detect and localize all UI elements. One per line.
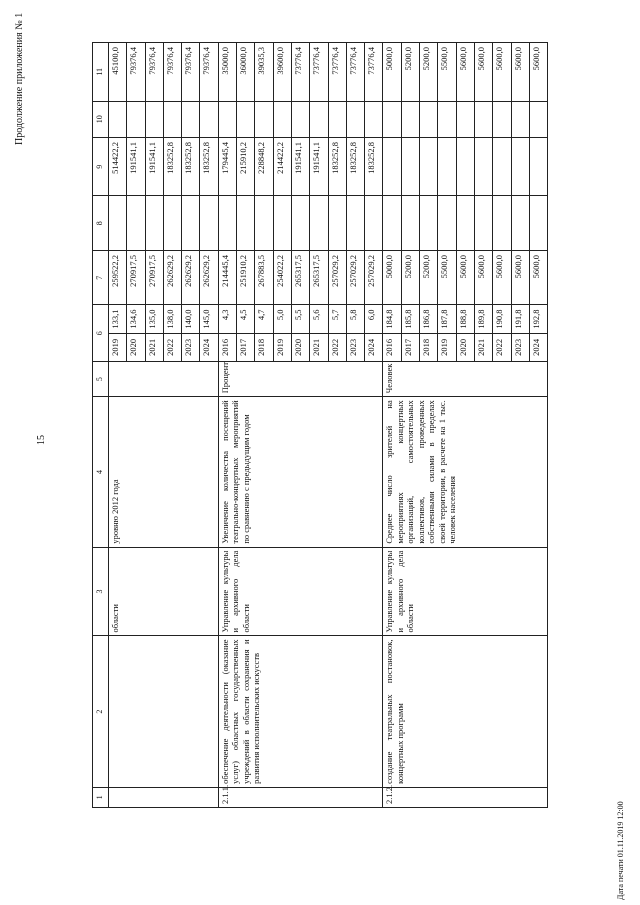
- local-budget: [182, 101, 200, 137]
- total-funding: 5500,0: [438, 250, 456, 304]
- indicator-value: 145,0: [200, 305, 218, 333]
- local-budget: [511, 101, 529, 137]
- indicator-value: 5,7: [328, 305, 346, 333]
- unit: [109, 361, 219, 396]
- regional-budget: 179445,4: [218, 137, 236, 196]
- indicator-value: 4,3: [218, 305, 236, 333]
- other-sources: 79376,4: [145, 43, 163, 102]
- indicator-value: 4,5: [237, 305, 255, 333]
- year: 2016: [218, 333, 236, 361]
- local-budget: [401, 101, 419, 137]
- year: 2017: [401, 333, 419, 361]
- indicator-value: 135,0: [145, 305, 163, 333]
- regional-budget: [493, 137, 511, 196]
- regional-budget: 228848,2: [255, 137, 273, 196]
- regional-budget: [474, 137, 492, 196]
- federal-budget: [474, 196, 492, 250]
- federal-budget: [127, 196, 145, 250]
- other-sources: 73776,4: [365, 43, 383, 102]
- other-sources: 73776,4: [291, 43, 309, 102]
- local-budget: [273, 101, 291, 137]
- other-sources: 5200,0: [401, 43, 419, 102]
- local-budget: [420, 101, 438, 137]
- year: 2016: [383, 333, 401, 361]
- table-row: [383, 43, 401, 808]
- measure-number: 2.1.2.: [383, 787, 548, 807]
- executor: Управление культуры и архивного дела области: [218, 547, 383, 636]
- regional-budget: 215910,2: [237, 137, 255, 196]
- indicator-value: 188,8: [456, 305, 474, 333]
- federal-budget: [273, 196, 291, 250]
- measure-name: создание театральных постановок, концертных программ: [383, 636, 548, 787]
- indicator-value: 138,0: [163, 305, 181, 333]
- column-number: 3: [93, 547, 109, 636]
- total-funding: 270917,5: [127, 250, 145, 304]
- total-funding: 257029,2: [365, 250, 383, 304]
- indicator-value: 192,8: [529, 305, 547, 333]
- regional-budget: [401, 137, 419, 196]
- other-sources: 36000,0: [237, 43, 255, 102]
- federal-budget: [511, 196, 529, 250]
- indicator-value: 4,7: [255, 305, 273, 333]
- indicator: Увеличение количества посещений театрально-концертных мероприятий по сравнению с предыдущим годом: [218, 397, 383, 547]
- federal-budget: [310, 196, 328, 250]
- total-funding: 259522,2: [109, 250, 127, 304]
- local-budget: [474, 101, 492, 137]
- local-budget: [438, 101, 456, 137]
- total-funding: 251910,2: [237, 250, 255, 304]
- other-sources: 35000,0: [218, 43, 236, 102]
- indicator-value: 189,8: [474, 305, 492, 333]
- local-budget: [218, 101, 236, 137]
- total-funding: 254022,2: [273, 250, 291, 304]
- federal-budget: [529, 196, 547, 250]
- regional-budget: 183252,8: [365, 137, 383, 196]
- local-budget: [365, 101, 383, 137]
- year: 2018: [255, 333, 273, 361]
- indicator-value: 6,0: [365, 305, 383, 333]
- regional-budget: 183252,8: [328, 137, 346, 196]
- regional-budget: [383, 137, 401, 196]
- indicator-value: 134,6: [127, 305, 145, 333]
- other-sources: 79376,4: [182, 43, 200, 102]
- regional-budget: [456, 137, 474, 196]
- local-budget: [310, 101, 328, 137]
- measure-name: [109, 636, 219, 787]
- unit: Процент: [218, 361, 383, 396]
- total-funding: 262629,2: [163, 250, 181, 304]
- local-budget: [456, 101, 474, 137]
- total-funding: 5200,0: [420, 250, 438, 304]
- year: 2024: [529, 333, 547, 361]
- federal-budget: [145, 196, 163, 250]
- column-number: 11: [93, 43, 109, 102]
- other-sources: 39035,3: [255, 43, 273, 102]
- indicator-value: 5,8: [346, 305, 364, 333]
- total-funding: 214445,4: [218, 250, 236, 304]
- year: 2017: [237, 333, 255, 361]
- table-row: [109, 43, 127, 808]
- federal-budget: [218, 196, 236, 250]
- local-budget: [109, 101, 127, 137]
- executor: Управление культуры и архивного дела области: [383, 547, 548, 636]
- year: 2018: [420, 333, 438, 361]
- regional-budget: 183252,8: [182, 137, 200, 196]
- column-number: 6: [93, 305, 109, 362]
- other-sources: 5600,0: [529, 43, 547, 102]
- column-number: 4: [93, 397, 109, 547]
- appendix-header: Продолжение приложения № 1: [14, 12, 25, 145]
- column-number: 5: [93, 361, 109, 396]
- regional-budget: 191541,1: [310, 137, 328, 196]
- indicator-value: 5,0: [273, 305, 291, 333]
- table-row: [218, 43, 236, 808]
- year: 2019: [438, 333, 456, 361]
- column-number: 7: [93, 250, 109, 304]
- total-funding: 262629,2: [182, 250, 200, 304]
- indicator-value: 190,8: [493, 305, 511, 333]
- local-budget: [291, 101, 309, 137]
- other-sources: 5600,0: [493, 43, 511, 102]
- indicator-value: 191,8: [511, 305, 529, 333]
- year: 2023: [511, 333, 529, 361]
- year: 2022: [163, 333, 181, 361]
- year: 2024: [365, 333, 383, 361]
- local-budget: [383, 101, 401, 137]
- regional-budget: 183252,8: [200, 137, 218, 196]
- total-funding: 267883,5: [255, 250, 273, 304]
- year: 2021: [310, 333, 328, 361]
- measure-number: 2.1.1.: [218, 787, 383, 807]
- federal-budget: [456, 196, 474, 250]
- regional-budget: 191541,1: [145, 137, 163, 196]
- total-funding: 5600,0: [456, 250, 474, 304]
- year: 2023: [182, 333, 200, 361]
- other-sources: 5000,0: [383, 43, 401, 102]
- total-funding: 5600,0: [474, 250, 492, 304]
- other-sources: 73776,4: [346, 43, 364, 102]
- other-sources: 5200,0: [420, 43, 438, 102]
- federal-budget: [255, 196, 273, 250]
- year: 2022: [328, 333, 346, 361]
- total-funding: 270917,5: [145, 250, 163, 304]
- local-budget: [237, 101, 255, 137]
- other-sources: 5600,0: [456, 43, 474, 102]
- year: 2021: [145, 333, 163, 361]
- local-budget: [255, 101, 273, 137]
- other-sources: 73776,4: [328, 43, 346, 102]
- other-sources: 5500,0: [438, 43, 456, 102]
- indicator: Среднее число зрителей на мероприятиях концертных организаций, самостоятельных коллективов, проведенных собственными силами в пределах своей территории, в расчете на 1 тыс. человек населения: [383, 397, 548, 547]
- total-funding: 257029,2: [346, 250, 364, 304]
- local-budget: [163, 101, 181, 137]
- federal-budget: [163, 196, 181, 250]
- total-funding: 5200,0: [401, 250, 419, 304]
- local-budget: [328, 101, 346, 137]
- federal-budget: [438, 196, 456, 250]
- total-funding: 265317,5: [291, 250, 309, 304]
- regional-budget: 183252,8: [163, 137, 181, 196]
- federal-budget: [200, 196, 218, 250]
- federal-budget: [291, 196, 309, 250]
- federal-budget: [383, 196, 401, 250]
- executor: области: [109, 547, 219, 636]
- other-sources: 73776,4: [310, 43, 328, 102]
- total-funding: 257029,2: [328, 250, 346, 304]
- year: 2023: [346, 333, 364, 361]
- indicator-value: 186,8: [420, 305, 438, 333]
- column-number-row: [93, 43, 109, 808]
- page-number: 15: [36, 435, 47, 445]
- local-budget: [145, 101, 163, 137]
- indicator-value: 185,8: [401, 305, 419, 333]
- other-sources: 79376,4: [163, 43, 181, 102]
- indicator-value: 133,1: [109, 305, 127, 333]
- indicator-value: 5,6: [310, 305, 328, 333]
- regional-budget: [529, 137, 547, 196]
- regional-budget: 183252,8: [346, 137, 364, 196]
- total-funding: 262629,2: [200, 250, 218, 304]
- year: 2020: [127, 333, 145, 361]
- local-budget: [346, 101, 364, 137]
- year: 2024: [200, 333, 218, 361]
- other-sources: 39600,0: [273, 43, 291, 102]
- regional-budget: [511, 137, 529, 196]
- regional-budget: 514422,2: [109, 137, 127, 196]
- regional-budget: 214422,2: [273, 137, 291, 196]
- federal-budget: [237, 196, 255, 250]
- local-budget: [529, 101, 547, 137]
- federal-budget: [109, 196, 127, 250]
- other-sources: 5600,0: [474, 43, 492, 102]
- column-number: 2: [93, 636, 109, 787]
- other-sources: 5600,0: [511, 43, 529, 102]
- regional-budget: 191541,1: [127, 137, 145, 196]
- column-number: 9: [93, 137, 109, 196]
- column-number: 1: [93, 787, 109, 807]
- total-funding: 5600,0: [493, 250, 511, 304]
- year: 2020: [456, 333, 474, 361]
- indicator: уровню 2012 года: [109, 397, 219, 547]
- regional-budget: [420, 137, 438, 196]
- regional-budget: [438, 137, 456, 196]
- indicator-value: 187,8: [438, 305, 456, 333]
- year: 2021: [474, 333, 492, 361]
- federal-budget: [493, 196, 511, 250]
- year: 2019: [273, 333, 291, 361]
- total-funding: 5600,0: [529, 250, 547, 304]
- regional-budget: 191541,1: [291, 137, 309, 196]
- federal-budget: [182, 196, 200, 250]
- total-funding: 5600,0: [511, 250, 529, 304]
- federal-budget: [346, 196, 364, 250]
- print-date: Дата печати 01.11.2019 12:00: [616, 801, 625, 900]
- local-budget: [493, 101, 511, 137]
- other-sources: 79376,4: [127, 43, 145, 102]
- local-budget: [127, 101, 145, 137]
- other-sources: 79376,4: [200, 43, 218, 102]
- measure-number: [109, 787, 219, 807]
- total-funding: 5000,0: [383, 250, 401, 304]
- federal-budget: [365, 196, 383, 250]
- column-number: 10: [93, 101, 109, 137]
- indicator-value: 140,0: [182, 305, 200, 333]
- year: 2020: [291, 333, 309, 361]
- year: 2019: [109, 333, 127, 361]
- unit: Человек: [383, 361, 548, 396]
- federal-budget: [328, 196, 346, 250]
- other-sources: 45100,0: [109, 43, 127, 102]
- indicator-value: 5,5: [291, 305, 309, 333]
- federal-budget: [420, 196, 438, 250]
- local-budget: [200, 101, 218, 137]
- total-funding: 265317,5: [310, 250, 328, 304]
- year: 2022: [493, 333, 511, 361]
- federal-budget: [401, 196, 419, 250]
- program-table: [92, 42, 548, 808]
- column-number: 8: [93, 196, 109, 250]
- measure-name: обеспечение деятельности (оказание услуг) областных государственных учреждений в области сохранения и развития исполнительских искусств: [218, 636, 383, 787]
- indicator-value: 184,8: [383, 305, 401, 333]
